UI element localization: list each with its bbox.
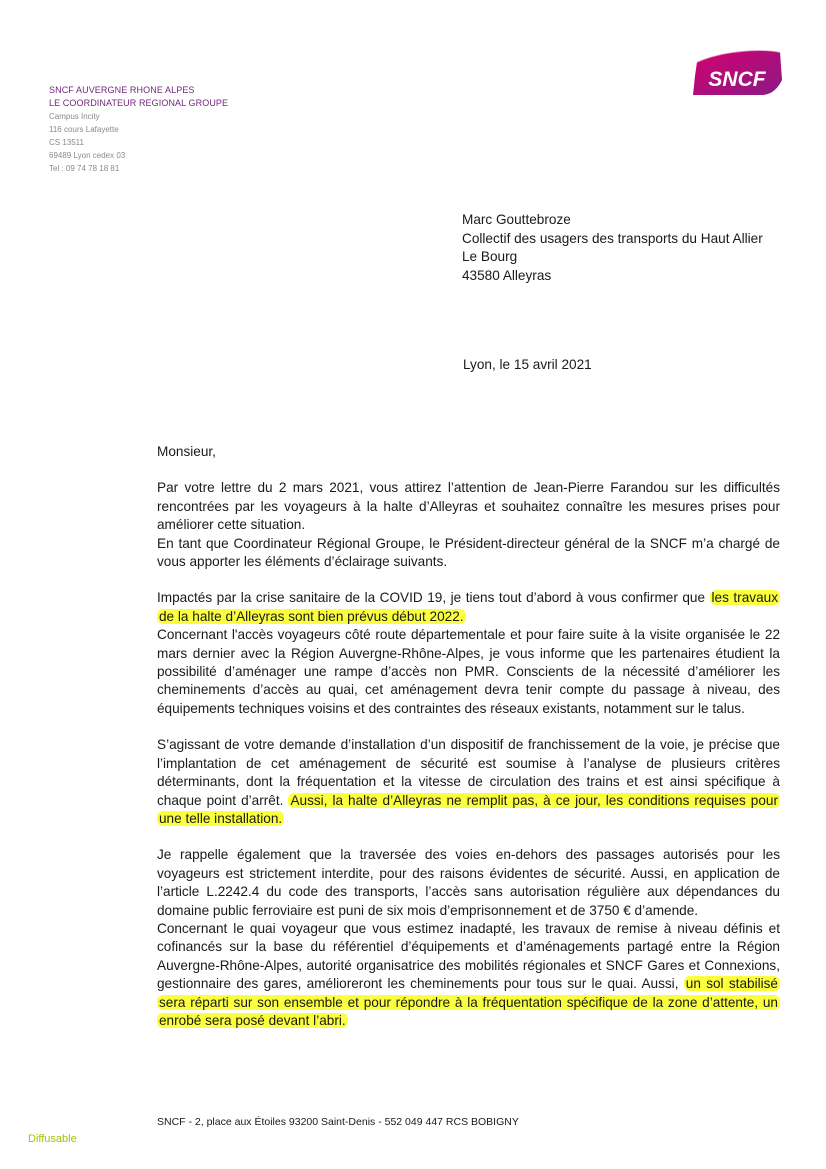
highlighted-text: Aussi, la halte d’Alleyras ne remplit pas, à ce jour, les conditions requises pour une telle installation. — [159, 792, 779, 826]
sender-address-line: 69489 Lyon cedex 03 — [49, 151, 126, 160]
recipient-city: 43580 Alleyras — [462, 267, 552, 283]
paragraph-text: Impactés par la crise sanitaire de la COVID 19, je tiens tout d’abord à vous confirmer que — [157, 590, 710, 606]
paragraph: En tant que Coordinateur Régional Groupe, le Président-directeur général de la SNCF m’a chargé de vous apporter les éléments d’éclairage suivants. — [157, 535, 780, 570]
date-line: Lyon, le 15 avril 2021 — [463, 357, 592, 372]
sender-block — [49, 84, 228, 175]
letter-body — [157, 443, 780, 1030]
footer-legal: SNCF - 2, place aux Étoiles 93200 Saint-Denis - 552 049 447 RCS BOBIGNY — [157, 1116, 519, 1128]
paragraph: Par votre lettre du 2 mars 2021, vous attirez l’attention de Jean-Pierre Farandou sur les difficultés rencontrées par les voyageurs à la halte d’Alleyras et souhaitez connaître les mesures prises pour améliorer cette situation. — [157, 480, 780, 533]
sender-address-line: Campus Incity — [49, 112, 100, 121]
sender-org: SNCF AUVERGNE RHONE ALPES — [49, 85, 195, 95]
sender-service: LE COORDINATEUR REGIONAL GROUPE — [49, 98, 229, 108]
recipient-block — [462, 211, 763, 285]
sncf-logo — [693, 48, 782, 96]
recipient-organization: Collectif des usagers des transports du Haut Allier — [462, 230, 763, 246]
paragraph: Je rappelle également que la traversée des voies en-dehors des passages autorisés pour les voyageurs est strictement interdite, pour des raisons évidentes de sécurité. Aussi, en application de l’article L.2242.4 du code des transports, l’accès sans autorisation régulière aux dépendances du domaine public ferroviaire est puni de six mois d’emprisonnement et de 3750 € d’amende. — [157, 847, 780, 918]
paragraph — [157, 589, 780, 626]
classification-label: Diffusable — [28, 1133, 77, 1145]
paragraph: Concernant l'accès voyageurs côté route départementale et pour faire suite à la visite organisée le 22 mars dernier avec la Région Auvergne-Rhône-Alpes, je vous informe que les partenaires étudient la possibilité d’aménager une rampe d’accès non PMR. Conscients de la nécessité d’améliorer les cheminements d’accès au quai, cet aménagement devra tenir compte du passage à niveau, des équipements techniques voisins et des contraintes des réseaux existants, notamment sur le talus. — [157, 627, 780, 716]
recipient-name: Marc Gouttebroze — [462, 212, 571, 227]
highlighted-text: les travaux de la halte d’Alleyras sont bien prévus début 2022. — [159, 590, 778, 624]
sender-address-line: Tel : 09 74 78 18 81 — [49, 164, 120, 173]
sender-address-line: 116 cours Lafayette — [49, 125, 119, 134]
salutation: Monsieur, — [157, 444, 216, 459]
highlighted-text: un sol stabilisé sera réparti sur son ensemble et pour répondre à la fréquentation spécifique de la zone d’attente, un enrobé sera posé devant l’abri. — [159, 976, 778, 1028]
recipient-street: Le Bourg — [462, 249, 518, 264]
sender-address-line: CS 13511 — [49, 138, 84, 147]
paragraph-text: S’agissant de votre demande d’installation d’un dispositif de franchissement de la voie, je précise que l’implantation de cet aménagement de sécurité est soumise à l’analyse de plusieurs critères déterminants, dont la fréquentation et la vitesse de circulation des trains et est ainsi spécifique à chaque point d’arrêt. — [157, 737, 780, 808]
paragraph — [157, 736, 780, 828]
paragraph-text: Concernant le quai voyageur que vous estimez inadapté, les travaux de remise à niveau définis et cofinancés sur la base du référentiel d’équipements et d’aménagements partagé entre la Région Auvergne-Rhône-Alpes, autorité organisatrice des mobilités régionales et SNCF Gares et Connexions, gestionnaire des gares, amélioreront les cheminements pour tous sur le quai. Aussi, — [157, 920, 780, 992]
paragraph — [157, 920, 780, 1030]
logo-text: SNCF — [708, 68, 766, 91]
